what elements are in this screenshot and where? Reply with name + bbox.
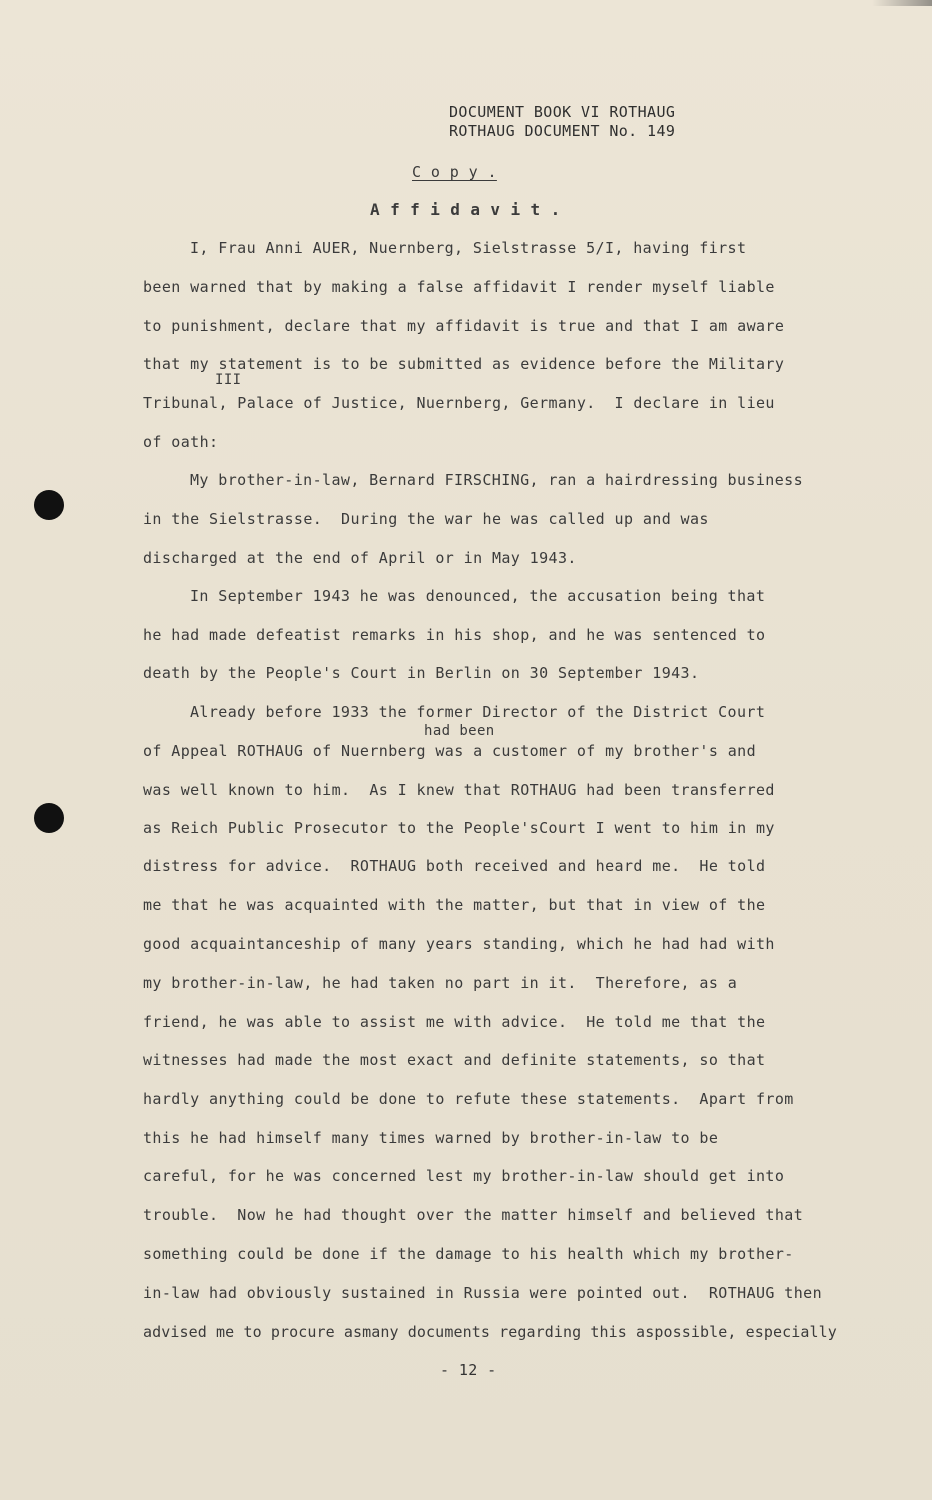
handwritten-insert: had been <box>424 723 495 739</box>
body-line: he had made defeatist remarks in his shop, and he was sentenced to <box>143 626 766 644</box>
roman-numeral-insert: III <box>215 372 242 388</box>
body-line: was well known to him. As I knew that ROTHAUG had been transferred <box>143 781 775 799</box>
body-line: in the Sielstrasse. During the war he was called up and was <box>143 510 709 528</box>
body-line: that my statement is to be submitted as evidence before the Military <box>143 355 785 373</box>
body-line: of Appeal ROTHAUG of Nuernberg was a customer of my brother's and <box>143 742 756 760</box>
body-line: good acquaintanceship of many years standing, which he had had with <box>143 935 775 953</box>
body-line: in-law had obviously sustained in Russia were pointed out. ROTHAUG then <box>143 1284 823 1302</box>
body-line: my brother-in-law, he had taken no part in it. Therefore, as a <box>143 974 738 992</box>
body-line: me that he was acquainted with the matter, but that in view of the <box>143 896 766 914</box>
header-book: DOCUMENT BOOK VI ROTHAUG <box>449 103 676 121</box>
body-line: advised me to procure asmany documents regarding this aspossible, especially <box>143 1323 837 1341</box>
body-line: careful, for he was concerned lest my brother-in-law should get into <box>143 1167 785 1185</box>
page-number: - 12 - <box>440 1361 497 1379</box>
affidavit-heading: A f f i d a v i t . <box>370 200 561 219</box>
body-line: of oath: <box>143 433 219 451</box>
header-document-number: ROTHAUG DOCUMENT No. 149 <box>449 122 676 140</box>
copy-heading: C o p y . <box>412 163 497 181</box>
punch-hole <box>34 803 64 833</box>
body-line: hardly anything could be done to refute these statements. Apart from <box>143 1090 794 1108</box>
body-line: Already before 1933 the former Director of the District Court <box>190 703 766 721</box>
body-line: In September 1943 he was denounced, the accusation being that <box>190 587 766 605</box>
body-line: to punishment, declare that my affidavit is true and that I am aware <box>143 317 785 335</box>
page-edge-shadow <box>872 0 932 6</box>
body-line: friend, he was able to assist me with advice. He told me that the <box>143 1013 766 1031</box>
body-line: I, Frau Anni AUER, Nuernberg, Sielstrasse 5/I, having first <box>190 239 747 257</box>
body-line: death by the People's Court in Berlin on 30 September 1943. <box>143 664 700 682</box>
body-line: trouble. Now he had thought over the matter himself and believed that <box>143 1206 804 1224</box>
body-line: distress for advice. ROTHAUG both received and heard me. He told <box>143 857 766 875</box>
body-line: as Reich Public Prosecutor to the People'sCourt I went to him in my <box>143 819 775 837</box>
body-line: something could be done if the damage to his health which my brother- <box>143 1245 794 1263</box>
punch-hole <box>34 490 64 520</box>
body-line: Tribunal, Palace of Justice, Nuernberg, Germany. I declare in lieu <box>143 394 775 412</box>
body-line: witnesses had made the most exact and definite statements, so that <box>143 1051 766 1069</box>
body-line: been warned that by making a false affidavit I render myself liable <box>143 278 775 296</box>
body-line: this he had himself many times warned by brother-in-law to be <box>143 1129 719 1147</box>
body-line: discharged at the end of April or in May 1943. <box>143 549 577 567</box>
body-line: My brother-in-law, Bernard FIRSCHING, ran a hairdressing business <box>190 471 803 489</box>
